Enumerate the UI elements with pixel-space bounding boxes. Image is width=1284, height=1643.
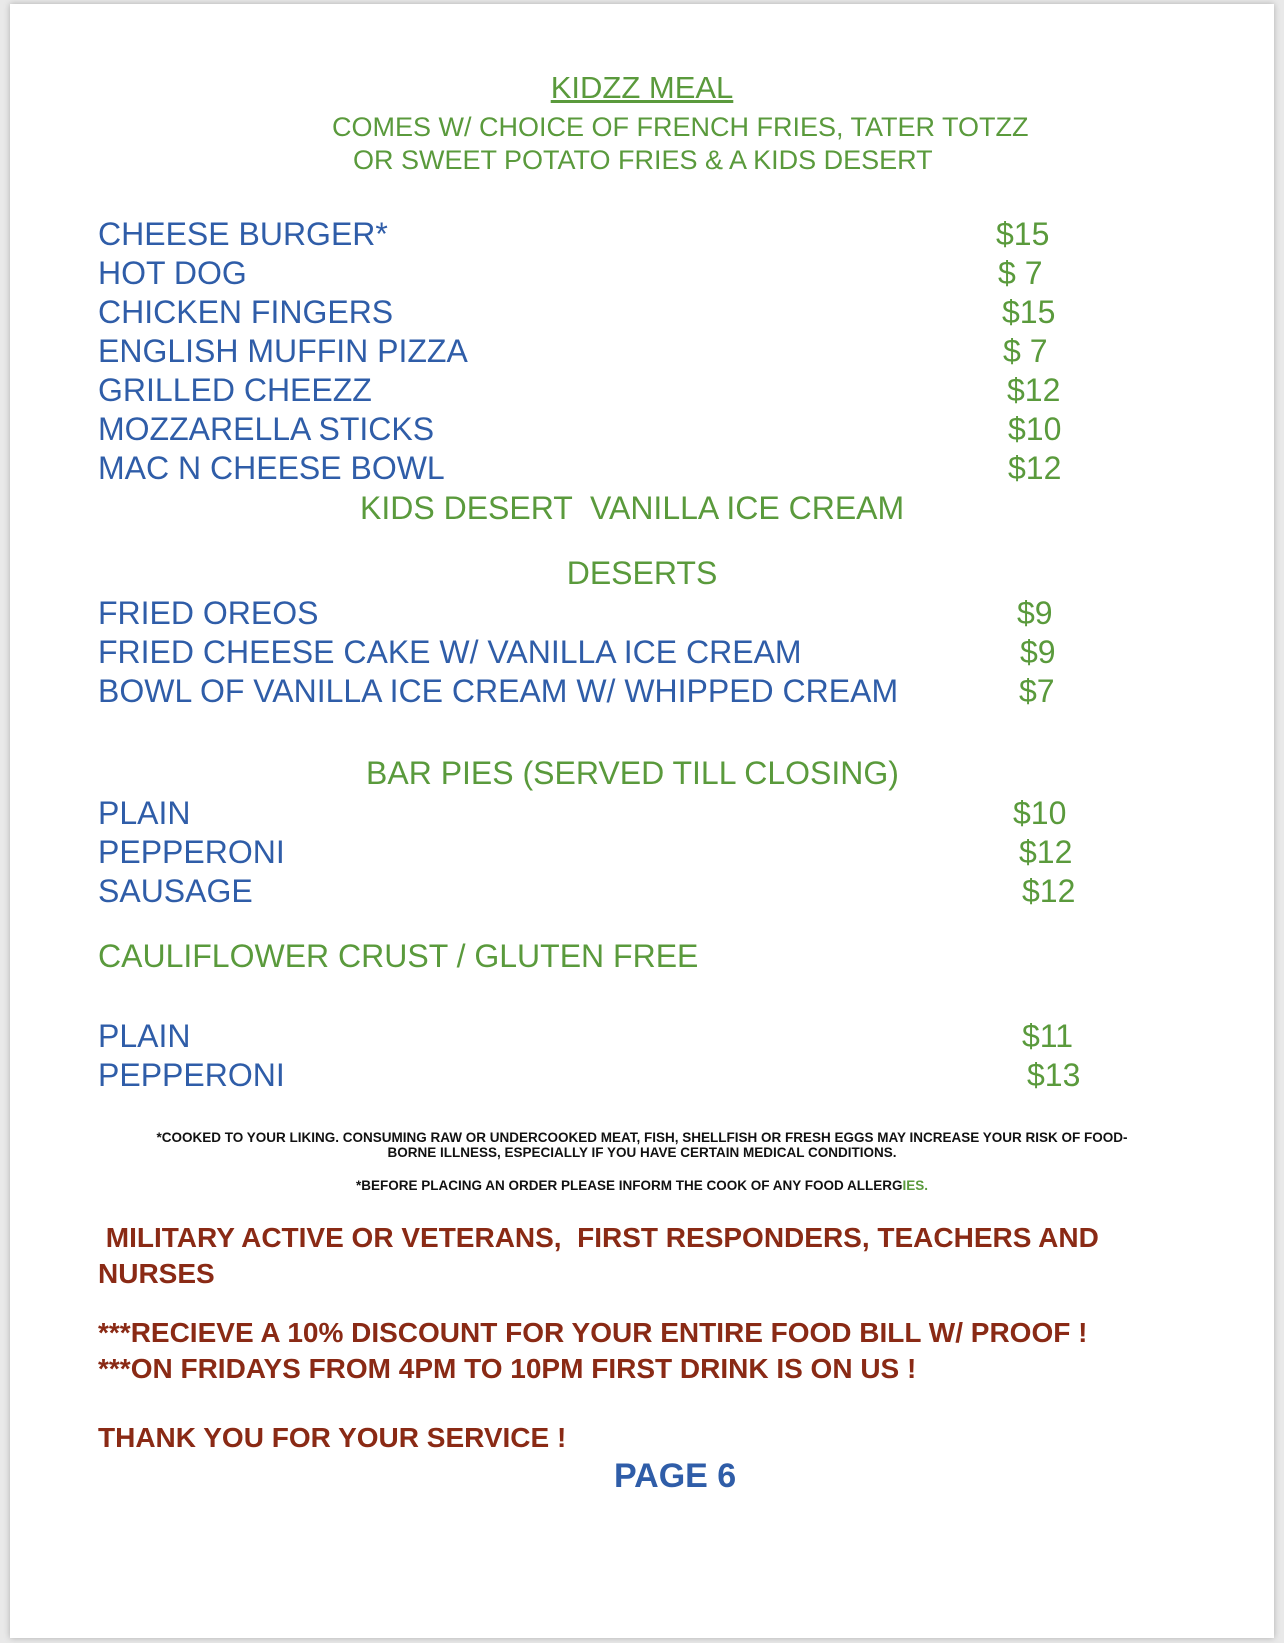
menu-item-price: $10: [1008, 411, 1062, 447]
menu-item-name: PLAIN: [98, 1018, 191, 1054]
menu-item-name: CHEESE BURGER*: [98, 216, 388, 252]
promo-discount: ***RECIEVE A 10% DISCOUNT FOR YOUR ENTIRE FOOD BILL W/ PROOF !: [98, 1317, 1088, 1348]
menu-item-price: $12: [1022, 873, 1076, 909]
kids-desert-note: KIDS DESERT VANILLA ICE CREAM: [360, 490, 905, 526]
kids-meal-title: KIDZZ MEAL: [550, 70, 734, 105]
menu-item-price: $13: [1027, 1057, 1081, 1093]
cooked-disclaimer-line2: BORNE ILLNESS, ESPECIALLY IF YOU HAVE CERTAIN MEDICAL CONDITIONS.: [387, 1145, 897, 1160]
menu-item-price: $7: [1019, 673, 1055, 709]
menu-item-name: ENGLISH MUFFIN PIZZA: [98, 333, 468, 369]
menu-item-name: GRILLED CHEEZZ: [98, 372, 372, 408]
allergy-disclaimer-main: *BEFORE PLACING AN ORDER PLEASE INFORM THE COOK OF ANY FOOD ALLERG: [355, 1178, 903, 1193]
menu-item-price: $10: [1013, 795, 1067, 831]
menu-item-price: $12: [1007, 372, 1061, 408]
menu-item-name: MOZZARELLA STICKS: [98, 411, 435, 447]
menu-item-price: $11: [1022, 1018, 1074, 1054]
promo-heading-line2: NURSES: [98, 1258, 215, 1289]
menu-item-price: $15: [1002, 294, 1056, 330]
menu-item-name: FRIED CHEESE CAKE W/ VANILLA ICE CREAM: [98, 634, 802, 670]
menu-item-price: $9: [1017, 595, 1053, 631]
menu-item-price: $ 7: [998, 255, 1043, 291]
menu-item-price: $12: [1019, 834, 1073, 870]
menu-item-name: HOT DOG: [98, 255, 247, 291]
menu-item-name: PEPPERONI: [98, 834, 285, 870]
allergy-disclaimer: [10, 1178, 1274, 1193]
cauliflower-title: CAULIFLOWER CRUST / GLUTEN FREE: [98, 938, 699, 974]
deserts-title: DESERTS: [566, 555, 718, 591]
menu-item-price: $15: [996, 216, 1050, 252]
promo-fridays: ***ON FRIDAYS FROM 4PM TO 10PM FIRST DRINK IS ON US !: [98, 1353, 917, 1384]
menu-item-name: BOWL OF VANILLA ICE CREAM W/ WHIPPED CREAM: [98, 673, 899, 709]
promo-heading-line1: MILITARY ACTIVE OR VETERANS, FIRST RESPONDERS, TEACHERS AND: [98, 1222, 1099, 1253]
menu-item-price: $ 7: [1003, 333, 1048, 369]
menu-item-name: PLAIN: [98, 795, 191, 831]
menu-item-name: MAC N CHEESE BOWL: [98, 450, 445, 486]
menu-item-name: FRIED OREOS: [98, 595, 319, 631]
menu-item-name: PEPPERONI: [98, 1057, 285, 1093]
menu-item-name: CHICKEN FINGERS: [98, 294, 394, 330]
menu-page: [10, 4, 1274, 1638]
kids-meal-subtitle-line2: OR SWEET POTATO FRIES & A KIDS DESERT: [353, 145, 933, 175]
bar-pies-title: BAR PIES (SERVED TILL CLOSING): [366, 755, 899, 791]
menu-item-price: $9: [1020, 634, 1056, 670]
cooked-disclaimer-line1: *COOKED TO YOUR LIKING. CONSUMING RAW OR UNDERCOOKED MEAT, FISH, SHELLFISH OR FRESH EGGS MAY INCREASE YOUR RISK OF FOOD-: [156, 1130, 1128, 1145]
kids-meal-subtitle-line1: COMES W/ CHOICE OF FRENCH FRIES, TATER TOTZZ: [332, 112, 1029, 142]
page-number: PAGE 6: [614, 1457, 737, 1495]
allergy-disclaimer-tail: IES.: [902, 1178, 929, 1193]
promo-thanks: THANK YOU FOR YOUR SERVICE !: [98, 1422, 567, 1453]
menu-item-name: SAUSAGE: [98, 873, 253, 909]
menu-item-price: $12: [1008, 450, 1062, 486]
